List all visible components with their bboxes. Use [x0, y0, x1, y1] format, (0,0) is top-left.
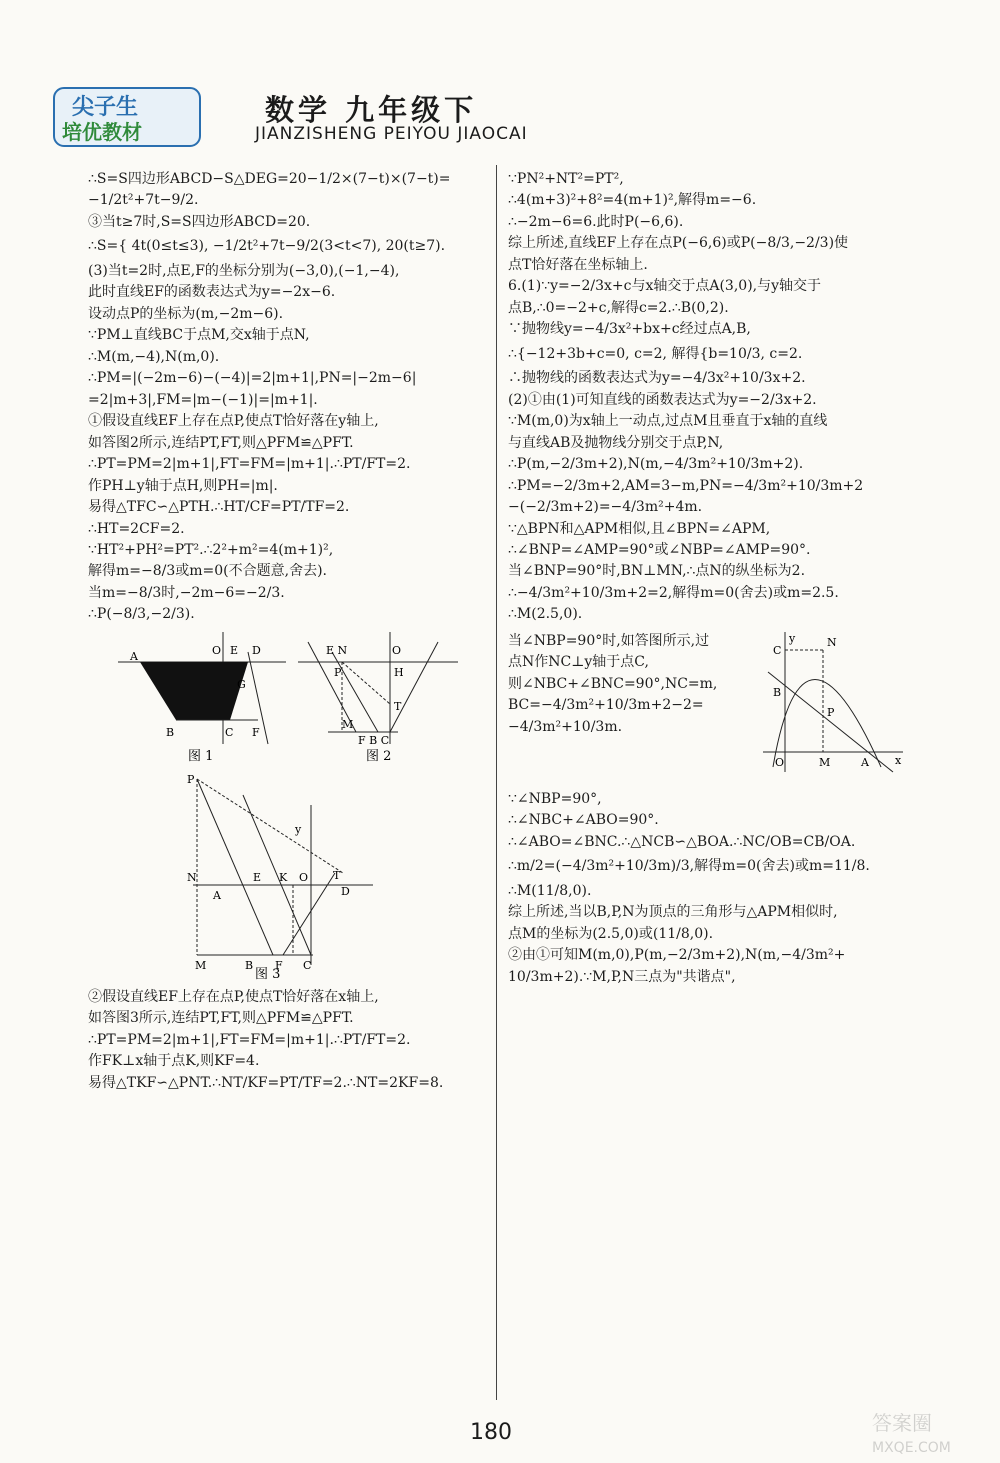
svg-text:O: O: [775, 755, 785, 769]
figure-3-caption: 图 3: [255, 966, 281, 980]
text-line: −(−2/3m+2)=−4/3m²+4m.: [508, 499, 703, 516]
svg-text:E: E: [253, 870, 262, 884]
svg-text:C: C: [773, 643, 782, 657]
svg-text:E N: E N: [326, 643, 348, 657]
svg-text:O: O: [392, 643, 402, 657]
text-line: ∴−4/3m²+10/3m+2=2,解得m=0(舍去)或m=2.5.: [508, 584, 839, 601]
svg-text:E: E: [230, 643, 239, 657]
svg-text:F B C: F B C: [358, 733, 390, 747]
text-line: 易得△TFC∽△PTH.∴HT/CF=PT/TF=2.: [88, 499, 350, 516]
text-line: ∵M(m,0)为x轴上一动点,过点M且垂直于x轴的直线: [508, 413, 828, 430]
svg-text:H: H: [394, 665, 404, 679]
text-line: ∴∠ABO=∠BNC.∴△NCB∽△BOA.∴NC/OB=CB/OA.: [508, 833, 856, 850]
text-line: (3)当t=2时,点E,F的坐标分别为(−3,0),(−1,−4),: [88, 262, 400, 279]
svg-text:培优教材: 培优教材: [62, 120, 142, 144]
text-line: 易得△TKF∽△PNT.∴NT/KF=PT/TF=2.∴NT=2KF=8.: [88, 1074, 444, 1091]
svg-text:P: P: [187, 774, 195, 786]
text-line: 点M的坐标为(2.5,0)或(11/8,0).: [508, 925, 714, 942]
svg-text:O: O: [212, 643, 222, 657]
text-line: 则∠NBC+∠BNC=90°,NC=m,: [508, 675, 718, 692]
text-line: ∴PT=PM=2|m+1|,FT=FM=|m+1|.∴PT/FT=2.: [88, 1031, 411, 1048]
text-line: ∴M(2.5,0).: [508, 606, 583, 623]
watermark: [870, 1404, 990, 1456]
svg-text:C: C: [225, 725, 234, 739]
text-line: 此时直线EF的函数表达式为y=−2x−6.: [88, 284, 336, 301]
svg-text:MXQE.COM: MXQE.COM: [872, 1440, 951, 1456]
svg-text:y: y: [295, 822, 302, 836]
wrap-text: [508, 632, 758, 739]
svg-text:A: A: [213, 888, 221, 902]
text-line: 点B,∴0=−2+c,解得c=2.∴B(0,2).: [508, 299, 729, 316]
text-line: 与直线AB及抛物线分别交于点P,N,: [508, 434, 724, 451]
svg-text:尖子生: 尖子生: [72, 95, 139, 120]
text-line: ∵PM⊥直线BC于点M,交x轴于点N,: [88, 327, 310, 344]
text-line: ③当t≥7时,S=S四边形ABCD=20.: [88, 213, 311, 230]
text-line: 当m=−8/3时,−2m−6=−2/3.: [88, 584, 285, 601]
text-line: =2|m+3|,FM=|m−(−1)|=|m+1|.: [88, 391, 318, 408]
parabola-figure: [763, 632, 908, 777]
text-line: ∴S=S四边形ABCD−S△DEG=20−1/2×(7−t)×(7−t)=: [88, 171, 451, 187]
svg-text:O: O: [299, 870, 309, 884]
svg-text:F: F: [252, 725, 260, 739]
text-line: 设动点P的坐标为(m,−2m−6).: [88, 305, 284, 322]
text-line: 6.(1)∵y=−2/3x+c与x轴交于点A(3,0),与y轴交于: [508, 278, 822, 295]
text-line: ∴∠NBC+∠ABO=90°.: [508, 812, 659, 829]
book-subtitle: JIANZISHENG PEIYOU JIAOCAI: [255, 124, 528, 144]
text-line: (2)①由(1)可知直线的函数表达式为y=−2/3x+2.: [508, 391, 817, 408]
svg-text:B: B: [166, 725, 175, 739]
figures-1-2: [88, 632, 488, 767]
text-line: ∴抛物线的函数表达式为y=−4/3x²+10/3x+2.: [508, 370, 806, 387]
right-column: [508, 170, 908, 1390]
text-line: BC=−4/3m²+10/3m+2−2=: [508, 697, 704, 714]
svg-text:P: P: [827, 705, 835, 719]
text-line: 如答图2所示,连结PT,FT,则△PFM≌△PFT.: [88, 434, 354, 451]
text-line: ∴{−12+3b+c=0, c=2, 解得{b=10/3, c=2.: [508, 345, 803, 362]
text-line: ∵△BPN和△APM相似,且∠BPN=∠APM,: [508, 520, 771, 537]
text-line: ∴P(m,−2/3m+2),N(m,−4/3m²+10/3m+2).: [508, 456, 804, 473]
text-line: 点N作NC⊥y轴于点C,: [508, 654, 649, 671]
column-divider: [496, 165, 497, 1400]
text-line: −4/3m²+10/3m.: [508, 718, 623, 735]
figure-3: [183, 775, 383, 980]
text-line: 解得m=−8/3或m=0(不合题意,舍去).: [88, 563, 328, 580]
svg-text:K: K: [279, 870, 288, 884]
svg-text:T: T: [333, 868, 341, 882]
text-line: ∴P(−8/3,−2/3).: [88, 606, 195, 623]
text-line: ∴HT=2CF=2.: [88, 520, 185, 537]
text-line: 综上所述,直线EF上存在点P(−6,6)或P(−8/3,−2/3)使: [508, 235, 849, 252]
wrap-section: [508, 632, 908, 782]
text-line: 作FK⊥x轴于点K,则KF=4.: [88, 1053, 260, 1070]
publisher-logo: [52, 86, 202, 148]
svg-text:M: M: [195, 958, 207, 972]
svg-text:P: P: [334, 665, 342, 679]
svg-text:A: A: [861, 755, 869, 769]
text-line: 作PH⊥y轴于点H,则PH=|m|.: [88, 477, 278, 494]
text-line: ∴4(m+3)²+8²=4(m+1)²,解得m=−6.: [508, 192, 757, 209]
text-line: ∴PT=PM=2|m+1|,FT=FM=|m+1|.∴PT/FT=2.: [88, 456, 411, 473]
figure-1: [118, 632, 288, 767]
text-line: ∴−2m−6=6.此时P(−6,6).: [508, 213, 684, 230]
text-line: ∵抛物线y=−4/3x²+bx+c经过点A,B,: [508, 321, 751, 338]
figure-2-caption: 图 2: [366, 748, 392, 764]
text-line: ∴M(11/8,0).: [508, 882, 592, 899]
text-line: ∴PM=|(−2m−6)−(−4)|=2|m+1|,PN=|−2m−6|: [88, 370, 417, 387]
figure-1-caption: 图 1: [188, 748, 214, 764]
page-number: 180: [470, 1420, 512, 1445]
text-line: ②由①可知M(m,0),P(m,−2/3m+2),N(m,−4/3m²+: [508, 947, 846, 964]
text-line: ∴∠BNP=∠AMP=90°或∠NBP=∠AMP=90°.: [508, 541, 811, 558]
book-title: 数学 九年级下: [265, 93, 478, 127]
figure-2: [298, 632, 468, 767]
svg-text:N: N: [187, 870, 197, 884]
svg-text:B: B: [773, 685, 782, 699]
svg-text:T: T: [394, 699, 402, 713]
svg-text:x: x: [895, 753, 902, 767]
svg-text:C: C: [303, 958, 312, 972]
text-line: ∵HT²+PH²=PT².∴2²+m²=4(m+1)²,: [88, 541, 334, 558]
text-line: ∴S={ 4t(0≤t≤3), −1/2t²+7t−9/2(3<t<7), 20(t≥7).: [88, 238, 446, 255]
svg-text:B: B: [245, 958, 254, 972]
svg-text:F: F: [275, 958, 283, 972]
text-line: 如答图3所示,连结PT,FT,则△PFM≌△PFT.: [88, 1010, 354, 1027]
text-line: 当∠BNP=90°时,BN⊥MN,∴点N的纵坐标为2.: [508, 563, 806, 580]
figure-3-wrap: [88, 775, 488, 980]
page-header: [50, 82, 950, 152]
text-line: ∴PM=−2/3m+2,AM=3−m,PN=−4/3m²+10/3m+2: [508, 477, 864, 494]
text-line: 当∠NBP=90°时,如答图所示,过: [508, 632, 710, 649]
text-line: 综上所述,当以B,P,N为顶点的三角形与△APM相似时,: [508, 904, 838, 921]
svg-text:M: M: [342, 717, 354, 731]
text-line: ∴m/2=(−4/3m²+10/3m)/3,解得m=0(舍去)或m=11/8.: [508, 858, 870, 875]
svg-text:答案圈: 答案圈: [872, 1411, 932, 1435]
text-line: 点T恰好落在坐标轴上.: [508, 256, 648, 273]
svg-text:G: G: [237, 677, 246, 691]
text-line: ∵∠NBP=90°,: [508, 790, 602, 807]
text-line: ∴M(m,−4),N(m,0).: [88, 348, 220, 365]
left-column: [88, 170, 488, 1390]
svg-text:D: D: [341, 884, 350, 898]
svg-text:A: A: [130, 649, 138, 663]
text-line: ②假设直线EF上存在点P,使点T恰好落在x轴上,: [88, 988, 379, 1005]
text-line: −1/2t²+7t−9/2.: [88, 192, 199, 209]
svg-text:D: D: [252, 643, 261, 657]
svg-text:M: M: [819, 755, 831, 769]
text-line: 10/3m+2).∵M,P,N三点为"共谐点",: [508, 968, 736, 985]
svg-text:y: y: [789, 631, 796, 645]
text-line: ①假设直线EF上存在点P,使点T恰好落在y轴上,: [88, 413, 379, 430]
text-line: ∵PN²+NT²=PT²,: [508, 171, 624, 187]
svg-text:N: N: [827, 635, 837, 649]
